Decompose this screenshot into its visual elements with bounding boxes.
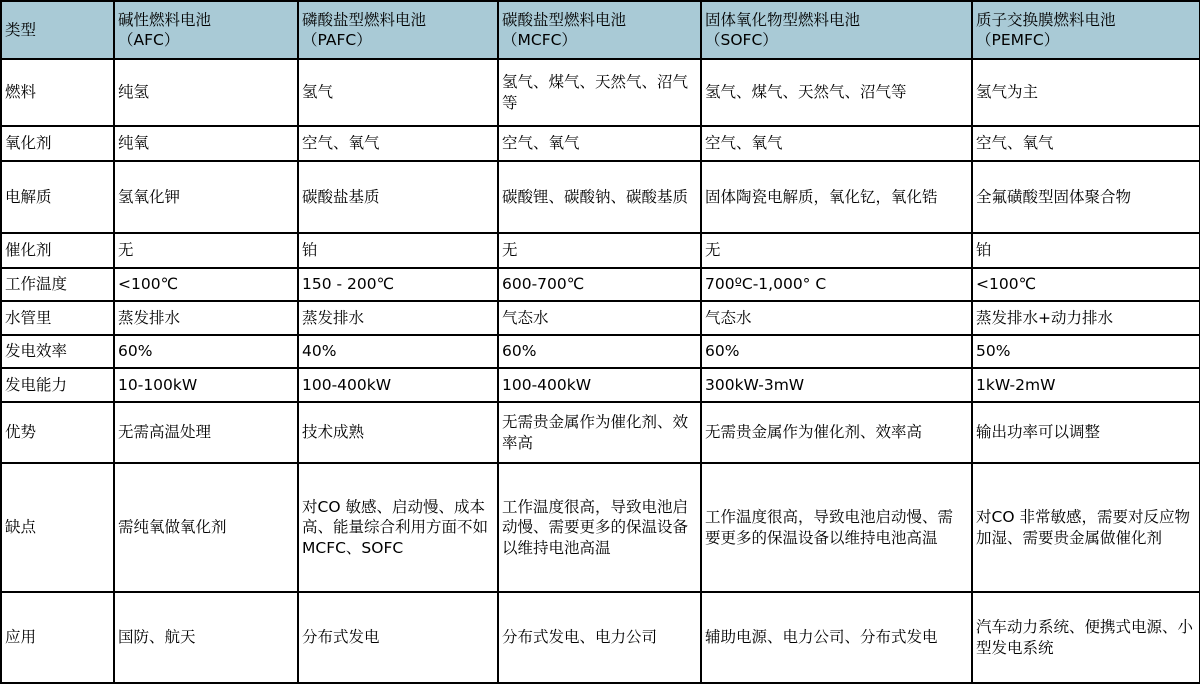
row-label: 缺点 xyxy=(1,463,114,592)
table-row-oxidant xyxy=(1,126,1200,161)
table-cell: 氢氧化钾 xyxy=(114,161,298,233)
table-cell: 全氟磺酸型固体聚合物 xyxy=(972,161,1200,233)
table-cell: 分布式发电、电力公司 xyxy=(498,592,701,683)
row-label: 优势 xyxy=(1,402,114,463)
table-cell: 技术成熟 xyxy=(298,402,498,463)
column-header-title: 碳酸盐型燃料电池 xyxy=(502,10,627,29)
table-cell: 氢气、煤气、天然气、沼气等 xyxy=(701,59,972,126)
table-cell: 无 xyxy=(701,233,972,268)
table-cell: 空气、氧气 xyxy=(972,126,1200,161)
table-cell: 600-700℃ xyxy=(498,268,701,301)
table-cell: 国防、航天 xyxy=(114,592,298,683)
column-header-mcfc xyxy=(498,1,701,59)
row-label: 工作温度 xyxy=(1,268,114,301)
table-cell: 300kW-3mW xyxy=(701,368,972,402)
table-cell: 无需贵金属作为催化剂、效率高 xyxy=(701,402,972,463)
table-cell: 工作温度很高，导致电池启动慢、需要更多的保温设备以维持电池高温 xyxy=(701,463,972,592)
table-cell: 需纯氧做氧化剂 xyxy=(114,463,298,592)
table-cell: 辅助电源、电力公司、分布式发电 xyxy=(701,592,972,683)
table-cell: 气态水 xyxy=(498,301,701,335)
table-cell: 蒸发排水 xyxy=(114,301,298,335)
table-cell: 汽车动力系统、便携式电源、小型发电系统 xyxy=(972,592,1200,683)
column-header-abbr: （PAFC） xyxy=(302,31,372,49)
column-header-pafc xyxy=(298,1,498,59)
table-cell: <100℃ xyxy=(114,268,298,301)
table-cell: 空气、氧气 xyxy=(498,126,701,161)
table-cell: 无需高温处理 xyxy=(114,402,298,463)
table-cell: 700ºC-1,000° C xyxy=(701,268,972,301)
table-cell: 分布式发电 xyxy=(298,592,498,683)
column-header-abbr: （MCFC） xyxy=(502,31,577,49)
row-label: 发电效率 xyxy=(1,335,114,368)
table-cell: 空气、氧气 xyxy=(701,126,972,161)
table-cell: <100℃ xyxy=(972,268,1200,301)
row-label: 发电能力 xyxy=(1,368,114,402)
table-row-disadvantages xyxy=(1,463,1200,592)
table-row-capacity xyxy=(1,368,1200,402)
table-cell: 气态水 xyxy=(701,301,972,335)
column-header-abbr: （AFC） xyxy=(118,31,180,49)
row-label: 氧化剂 xyxy=(1,126,114,161)
table-cell: 无 xyxy=(498,233,701,268)
column-header-pemfc xyxy=(972,1,1200,59)
row-label: 应用 xyxy=(1,592,114,683)
table-cell: 固体陶瓷电解质，氧化钇，氧化锆 xyxy=(701,161,972,233)
table-cell: 氢气 xyxy=(298,59,498,126)
column-header-title: 磷酸盐型燃料电池 xyxy=(302,10,427,29)
table-cell: 工作温度很高，导致电池启动慢、需要更多的保温设备以维持电池高温 xyxy=(498,463,701,592)
table-cell: 对CO 非常敏感，需要对反应物加湿、需要贵金属做催化剂 xyxy=(972,463,1200,592)
table-cell: 氢气、煤气、天然气、沼气等 xyxy=(498,59,701,126)
column-header-afc xyxy=(114,1,298,59)
table-cell: 铂 xyxy=(972,233,1200,268)
table-cell: 蒸发排水 xyxy=(298,301,498,335)
table-cell: 对CO 敏感、启动慢、成本高、能量综合利用方面不如MCFC、SOFC xyxy=(298,463,498,592)
table-cell: 输出功率可以调整 xyxy=(972,402,1200,463)
table-cell: 碳酸盐基质 xyxy=(298,161,498,233)
table-row-operating-temperature xyxy=(1,268,1200,301)
table-cell: 60% xyxy=(498,335,701,368)
table-cell: 150 - 200℃ xyxy=(298,268,498,301)
row-label: 电解质 xyxy=(1,161,114,233)
row-label: 水管里 xyxy=(1,301,114,335)
table-cell: 碳酸锂、碳酸钠、碳酸基质 xyxy=(498,161,701,233)
table-cell: 纯氢 xyxy=(114,59,298,126)
column-header-title: 碱性燃料电池 xyxy=(118,10,212,29)
table-cell: 10-100kW xyxy=(114,368,298,402)
table-cell: 无 xyxy=(114,233,298,268)
table-cell: 蒸发排水+动力排水 xyxy=(972,301,1200,335)
table-cell: 铂 xyxy=(298,233,498,268)
row-label: 燃料 xyxy=(1,59,114,126)
table-cell: 40% xyxy=(298,335,498,368)
table-row-catalyst xyxy=(1,233,1200,268)
table-row-water-management xyxy=(1,301,1200,335)
table-cell: 100-400kW xyxy=(298,368,498,402)
table-header-row xyxy=(1,1,1200,59)
table-row-efficiency xyxy=(1,335,1200,368)
table-cell: 1kW-2mW xyxy=(972,368,1200,402)
column-header-sofc xyxy=(701,1,972,59)
column-header-abbr: （SOFC） xyxy=(705,31,778,49)
table-cell: 60% xyxy=(701,335,972,368)
column-header-title: 类型 xyxy=(5,20,37,39)
table-cell: 纯氧 xyxy=(114,126,298,161)
column-header-title: 质子交换膜燃料电池 xyxy=(976,10,1116,29)
table-cell: 50% xyxy=(972,335,1200,368)
table-row-advantages xyxy=(1,402,1200,463)
column-header-title: 固体氧化物型燃料电池 xyxy=(705,10,861,29)
table-row-electrolyte xyxy=(1,161,1200,233)
row-label: 催化剂 xyxy=(1,233,114,268)
table-row-fuel xyxy=(1,59,1200,126)
table-cell: 100-400kW xyxy=(498,368,701,402)
column-header-type xyxy=(1,1,114,59)
table-row-applications xyxy=(1,592,1200,683)
table-cell: 60% xyxy=(114,335,298,368)
table-cell: 氢气为主 xyxy=(972,59,1200,126)
column-header-abbr: （PEMFC） xyxy=(976,31,1060,49)
table-cell: 空气、氧气 xyxy=(298,126,498,161)
table-cell: 无需贵金属作为催化剂、效率高 xyxy=(498,402,701,463)
